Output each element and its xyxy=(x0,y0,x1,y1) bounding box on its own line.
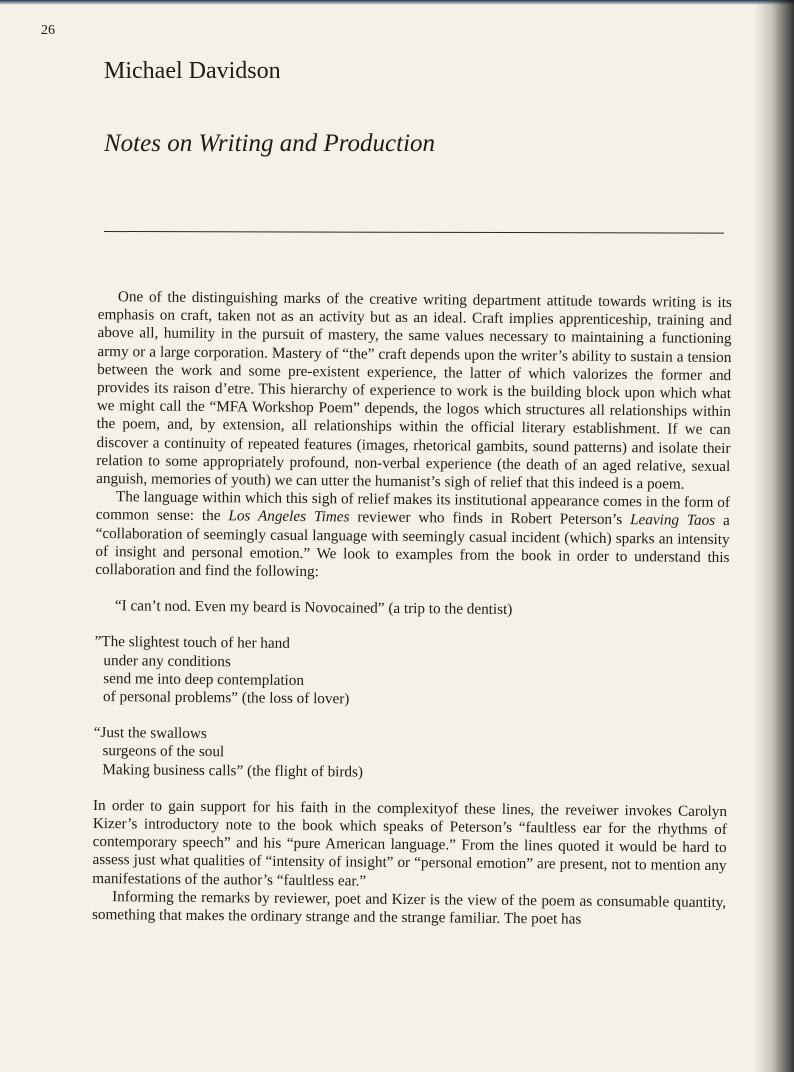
quote-2-line: send me into deep contemplation xyxy=(103,669,305,689)
author-name: Michael Davidson xyxy=(104,58,281,84)
la-times-title: Los Angeles Times xyxy=(228,507,350,526)
paragraph-2-text-a: The language within which this sigh of relief makes its institutional appearance comes in the form of common sense: the xyxy=(95,488,731,525)
article-body xyxy=(92,288,732,930)
quote-3-line: Making business calls” (the flight of birds) xyxy=(102,760,364,781)
quote-2 xyxy=(94,633,729,712)
quote-2-line: under any conditions xyxy=(103,651,231,670)
paragraph-3: In order to gain support for his faith in the complexityof these lines, the reveiwer invokes Carolyn Kizer’s introductory note to the book which speaks of Peterson’s “faultless ear for the rhythms of contemporary speech” and his “pure American language.” From the lines quoted it would be hard to assess just what qualities of “intensity of insight” or “personal emotion” are present, not to mention any manifestations of the author’s “faultless ear.” xyxy=(92,796,728,890)
leaving-taos-title: Leaving Taos xyxy=(630,511,716,530)
quote-1: “I can’t nod. Even my beard is Novocained” (a trip to the dentist) xyxy=(114,597,513,619)
paragraph-2-text-b: reviewer who finds in Robert Peterson’s xyxy=(349,508,631,529)
quote-2-line: of personal problems” (the loss of lover) xyxy=(102,688,350,708)
book-spine-shadow xyxy=(754,0,794,1072)
page-number: 26 xyxy=(41,23,55,38)
title-divider xyxy=(104,231,724,234)
quote-3-line: surgeons of the soul xyxy=(102,742,225,761)
paragraph-1: One of the distinguishing marks of the creative writing department attitude towards writing is its emphasis on craft, taken not as an activity but as an ideal. Craft implies apprenticeship, training and above all, humility in the pursuit of mastery, the same values necessary to maintaining a functioning army or a large corporation. Mastery of “the” craft depends upon the writer’s ability to sustain a tension between the work and some pre-existent experience, the latter of which valorizes the former and provides its raison d’etre. This hierarchy of experience to work is the building block upon which what we might call the “MFA Workshop Poem” depends, the logos which structures all relationships within the poem, and, by extension, all relationships within the official literary establishment. If we can discover a continuity of repeated features (images, rhetorical gambits, sound patterns) and isolate their relation to some appropriately profound, non-verbal experience (the death of an aged relative, sexual anguish, memories of youth) we can utter the humanist’s sigh of relief that this indeed is a poem. xyxy=(96,288,732,493)
paragraph-2-text-c: a “collaboration of seemingly casual language with seemingly casual incident (which) sparks an intensity of insight and personal emotion.” We look to examples from the book in order to understand this collaboration and find the following: xyxy=(95,512,730,581)
paragraph-4: Informing the remarks by reviewer, poet and Kizer is the view of the poem as consumable quantity, something that makes the ordinary strange and the strange familiar. The poet has xyxy=(91,888,727,928)
quote-3 xyxy=(93,724,727,785)
article-title: Notes on Writing and Production xyxy=(104,130,436,157)
page-top-edge xyxy=(0,0,794,5)
quote-2-line: ”The slightest touch of her hand xyxy=(94,633,290,653)
quote-3-line: “Just the swallows xyxy=(93,724,207,743)
paragraph-2 xyxy=(95,488,730,585)
